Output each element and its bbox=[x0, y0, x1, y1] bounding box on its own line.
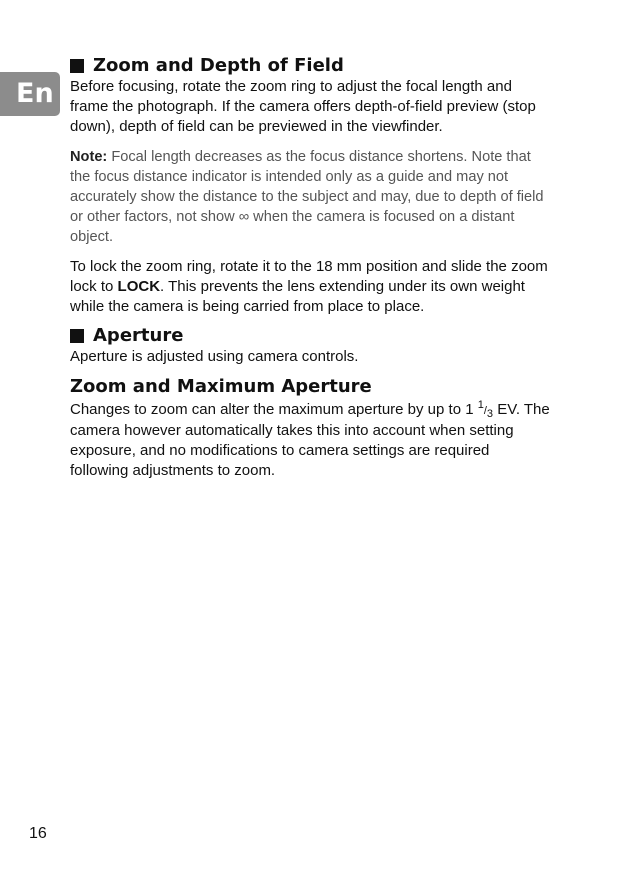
fraction-numerator: 1 bbox=[477, 399, 484, 411]
zoom-lock-text-after: . This prevents the lens extending under its own weight while the camera is being carried from place to place. bbox=[70, 278, 525, 315]
note-label: Note: bbox=[70, 149, 108, 165]
lock-word: LOCK bbox=[117, 278, 161, 295]
language-tab-label: En bbox=[16, 78, 54, 109]
section-heading-aperture bbox=[70, 325, 550, 347]
square-bullet-icon bbox=[70, 329, 84, 343]
language-tab bbox=[0, 72, 60, 116]
note-text: Focal length decreases as the focus distance shortens. Note that the focus distance indicator is intended only as a guide and may not accurately show the distance to the subject and may, due to depth of field or other factors, not show ∞ when the camera is focused on a distant object. bbox=[70, 149, 544, 245]
page-content bbox=[70, 55, 550, 481]
zoom-lock-paragraph bbox=[70, 257, 550, 317]
zoom-lock-text-before: To lock the zoom ring, rotate it to the 18 mm position and slide the zoom lock to bbox=[70, 258, 548, 295]
section-heading-text: Aperture bbox=[93, 325, 184, 346]
note-paragraph bbox=[70, 147, 550, 247]
section-heading-zoom-depth-of-field bbox=[70, 55, 550, 77]
max-aperture-text-after: EV. The camera however automatically takes this into account when setting exposure, and no modifications to camera settings are required following adjustments to zoom. bbox=[70, 401, 550, 479]
subheading-zoom-maximum-aperture: Zoom and Maximum Aperture bbox=[70, 376, 372, 397]
zoom-focus-paragraph: Before focusing, rotate the zoom ring to adjust the focal length and frame the photograph. If the camera offers depth-of-field preview (stop down), depth of field can be previewed in the viewfinder. bbox=[70, 78, 536, 135]
fraction-denominator: 3 bbox=[486, 408, 494, 420]
zoom-max-aperture-paragraph bbox=[70, 400, 550, 481]
aperture-paragraph: Aperture is adjusted using camera controls. bbox=[70, 348, 359, 365]
square-bullet-icon bbox=[70, 59, 84, 73]
fraction-slash: / bbox=[483, 405, 487, 417]
section-heading-text: Zoom and Depth of Field bbox=[93, 55, 344, 76]
max-aperture-text-before: Changes to zoom can alter the maximum aperture by up to 1 bbox=[70, 401, 478, 418]
page-number: 16 bbox=[29, 825, 47, 842]
fraction-one-third bbox=[478, 399, 493, 420]
